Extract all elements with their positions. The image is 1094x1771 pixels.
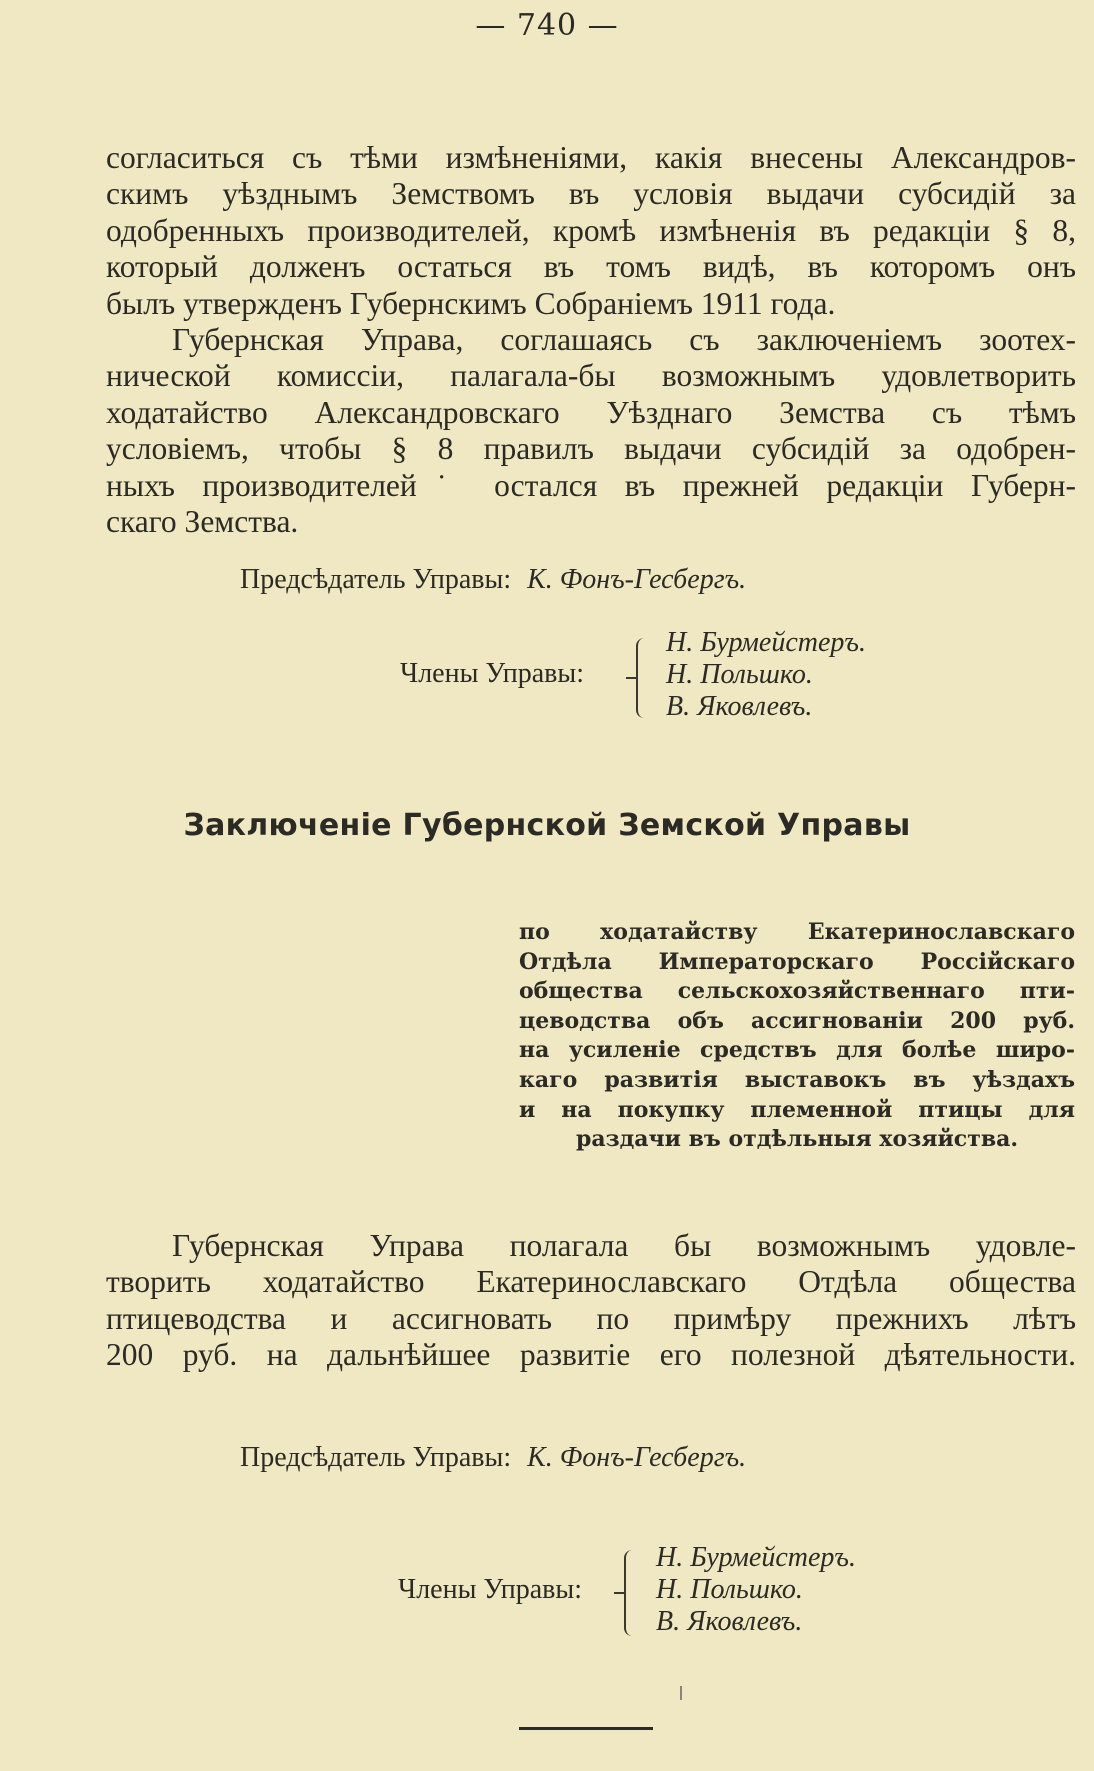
- text-line: который долженъ остаться въ томъ видѣ, въ которомъ онъ: [106, 249, 1076, 285]
- chairman-label: Предсѣдатель Управы:: [240, 564, 512, 595]
- subject-line: и на покупку племенной птицы для: [519, 1096, 1075, 1123]
- subject-line: Отдѣла Императорскаго Россійскаго: [519, 948, 1075, 975]
- members-names: [656, 1542, 856, 1638]
- members-names: [666, 627, 866, 723]
- text-line: скимъ уѣзднымъ Земствомъ въ условія выдачи субсидій за: [106, 176, 1076, 212]
- paragraph-uprava-opinion: [106, 322, 1076, 540]
- text-line: ходатайство Александровскаго Уѣзднаго Земства съ тѣмъ: [106, 394, 1076, 430]
- chairman-label: Предсѣдатель Управы:: [240, 1442, 512, 1473]
- text-line: птицеводства и ассигновать по примѣру прежнихъ лѣтъ: [106, 1300, 1076, 1336]
- subject-line: цеводства объ ассигнованіи 200 руб.: [519, 1007, 1075, 1034]
- members-brace: [624, 1550, 636, 1636]
- text-line: скаго Земства.: [106, 504, 299, 540]
- heading-subject: [519, 918, 1075, 1155]
- text-line: согласиться съ тѣми измѣненіями, какія внесены Александров-: [106, 140, 1076, 175]
- subject-line: на усиленіе средствъ для болѣе широ-: [519, 1037, 1075, 1064]
- text-line: нической комиссіи, палагала-бы возможнымъ удовлетворить: [106, 358, 1076, 394]
- paragraph-uprava-decision: [106, 1228, 1076, 1374]
- subject-line: по ходатайству Екатеринославскаго: [519, 919, 1075, 945]
- subject-line: общества сельскохозяйственнаго пти-: [519, 978, 1075, 1005]
- text-line: одобренныхъ производителей, кромѣ измѣненія въ редакціи § 8,: [106, 212, 1076, 248]
- members-label: Члены Управы:: [398, 1574, 582, 1605]
- text-line: ныхъ производителей˙ остался въ прежней редакціи Губерн-: [106, 467, 1076, 503]
- print-mark: [680, 1686, 682, 1700]
- text-line: Губернская Управа, соглашаясь съ заключеніемъ зоотех-: [172, 322, 1076, 357]
- section-heading: Заключеніе Губернской Земской Управы: [183, 808, 911, 843]
- chairman-name: К. Фонъ-Гесбергъ.: [527, 1442, 747, 1473]
- text-line: условіемъ, чтобы § 8 правилъ выдачи субсидій за одобрен-: [106, 431, 1076, 467]
- members-brace: [636, 638, 648, 718]
- chairman-signature: [240, 564, 746, 596]
- chairman-name: К. Фонъ-Гесбергъ.: [527, 564, 747, 595]
- member-name: Н. Польшко.: [666, 659, 813, 690]
- subject-line: каго развитія выставокъ въ уѣздахъ: [519, 1066, 1075, 1093]
- members-label: Члены Управы:: [400, 658, 584, 689]
- chairman-signature-2: [240, 1442, 746, 1474]
- member-name: В. Яковлевъ.: [656, 1606, 803, 1637]
- text-line: былъ утвержденъ Губернскимъ Собраніемъ 1911 года.: [106, 285, 836, 321]
- member-name: Н. Бурмейстеръ.: [656, 1542, 856, 1573]
- text-line: Губернская Управа полагала бы возможнымъ удовле-: [172, 1228, 1076, 1263]
- member-name: Н. Польшко.: [656, 1574, 803, 1605]
- text-line: 200 руб. на дальнѣйшее развитіе его полезной дѣятельности.: [106, 1337, 1076, 1373]
- subject-line: раздачи въ отдѣльныя хозяйства.: [575, 1126, 1019, 1153]
- text-line: творить ходатайство Екатеринославскаго Отдѣла общества: [106, 1264, 1076, 1300]
- page-number: — 740 —: [475, 8, 619, 43]
- end-rule: [519, 1727, 653, 1730]
- member-name: Н. Бурмейстеръ.: [666, 627, 866, 658]
- paragraph-continuation: [106, 140, 1076, 322]
- member-name: В. Яковлевъ.: [666, 691, 813, 722]
